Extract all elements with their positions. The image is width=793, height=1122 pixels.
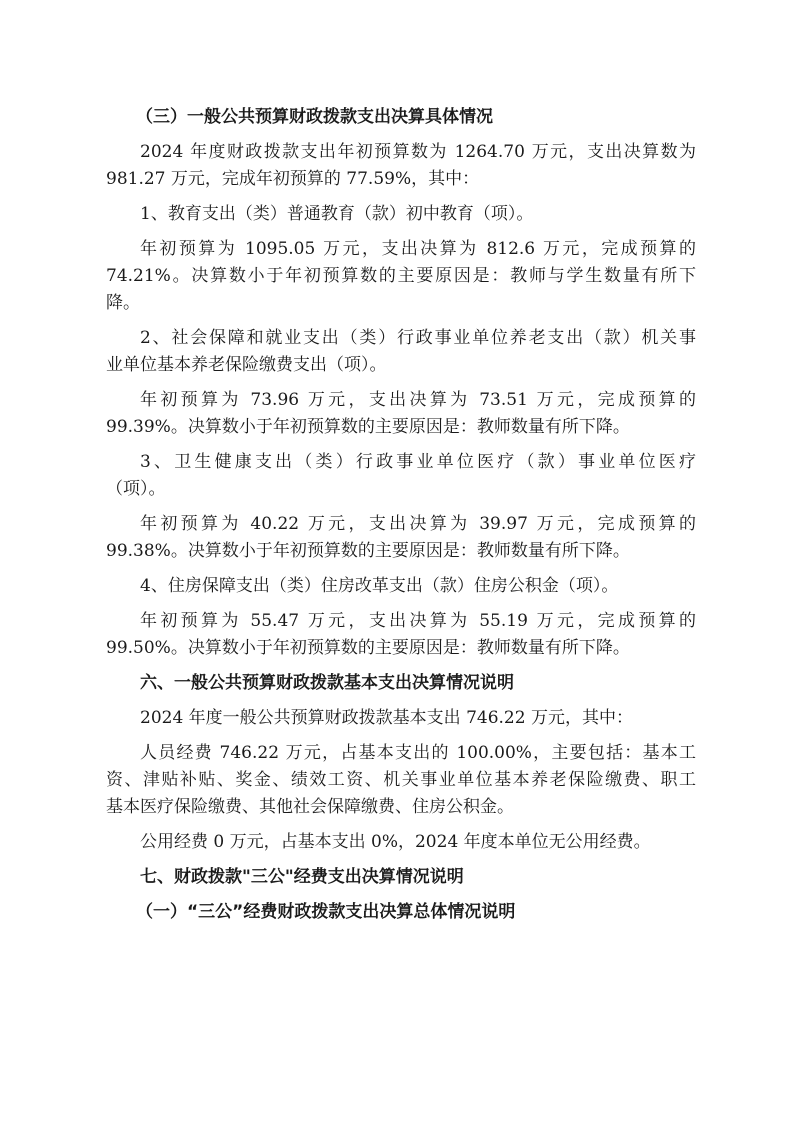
paragraph-line: 99.39%。决算数小于年初预算数的主要原因是：教师数量有所下降。: [106, 417, 630, 437]
item-title-cont: 业单位基本养老保险缴费支出（项）。: [106, 355, 387, 375]
paragraph-line: 公用经费 0 万元，占基本支出 0%，2024 年度本单位无公用经费。: [140, 832, 651, 852]
paragraph-line: 年初预算为 73.96 万元，支出决算为 73.51 万元，完成预算的: [140, 390, 696, 410]
subsection-heading-1: （一）“三公”经费财政拨款支出决算总体情况说明: [136, 902, 516, 922]
item-title-cont: （项）。: [106, 479, 166, 499]
paragraph-line: 2024 年度一般公共预算财政拨款基本支出 746.22 万元，其中：: [140, 708, 633, 728]
paragraph-line: 基本医疗保险缴费、其他社会保障缴费、住房公积金。: [106, 797, 514, 817]
item-title: 2、社会保障和就业支出（类）行政事业单位养老支出（款）机关事: [140, 328, 696, 348]
paragraph-line: 年初预算为 55.47 万元，支出决算为 55.19 万元，完成预算的: [140, 611, 696, 631]
document-body: [106, 104, 696, 926]
paragraph-line: 人员经费 746.22 万元，占基本支出的 100.00%，主要包括：基本工: [140, 743, 696, 763]
paragraph-line: 2024 年度财政拨款支出年初预算数为 1264.70 万元，支出决算数为: [140, 142, 696, 162]
section-heading-7: 七、财政拨款"三公"经费支出决算情况说明: [140, 867, 464, 887]
paragraph-line: 99.38%。决算数小于年初预算数的主要原因是：教师数量有所下降。: [106, 541, 630, 561]
paragraph-line: 资、津贴补贴、奖金、绩效工资、机关事业单位基本养老保险缴费、职工: [106, 770, 696, 790]
paragraph-line: 99.50%。决算数小于年初预算数的主要原因是：教师数量有所下降。: [106, 638, 630, 658]
section-heading-6: 六、一般公共预算财政拨款基本支出决算情况说明: [140, 673, 514, 693]
paragraph-line: 降。: [106, 293, 140, 313]
paragraph-line: 74.21%。决算数小于年初预算数的主要原因是：教师与学生数量有所下: [106, 266, 696, 286]
paragraph-line: 年初预算为 1095.05 万元，支出决算为 812.6 万元，完成预算的: [140, 239, 696, 259]
item-title: 4、住房保障支出（类）住房改革支出（款）住房公积金（项）。: [140, 576, 619, 596]
item-title: 1、教育支出（类）普通教育（款）初中教育（项）。: [140, 204, 534, 224]
section-heading-3: （三）一般公共预算财政拨款支出决算具体情况: [136, 107, 493, 127]
item-title: 3、卫生健康支出（类）行政事业单位医疗（款）事业单位医疗: [140, 452, 696, 472]
paragraph-line: 981.27 万元，完成年初预算的 77.59%，其中：: [106, 169, 480, 189]
paragraph-line: 年初预算为 40.22 万元，支出决算为 39.97 万元，完成预算的: [140, 514, 696, 534]
